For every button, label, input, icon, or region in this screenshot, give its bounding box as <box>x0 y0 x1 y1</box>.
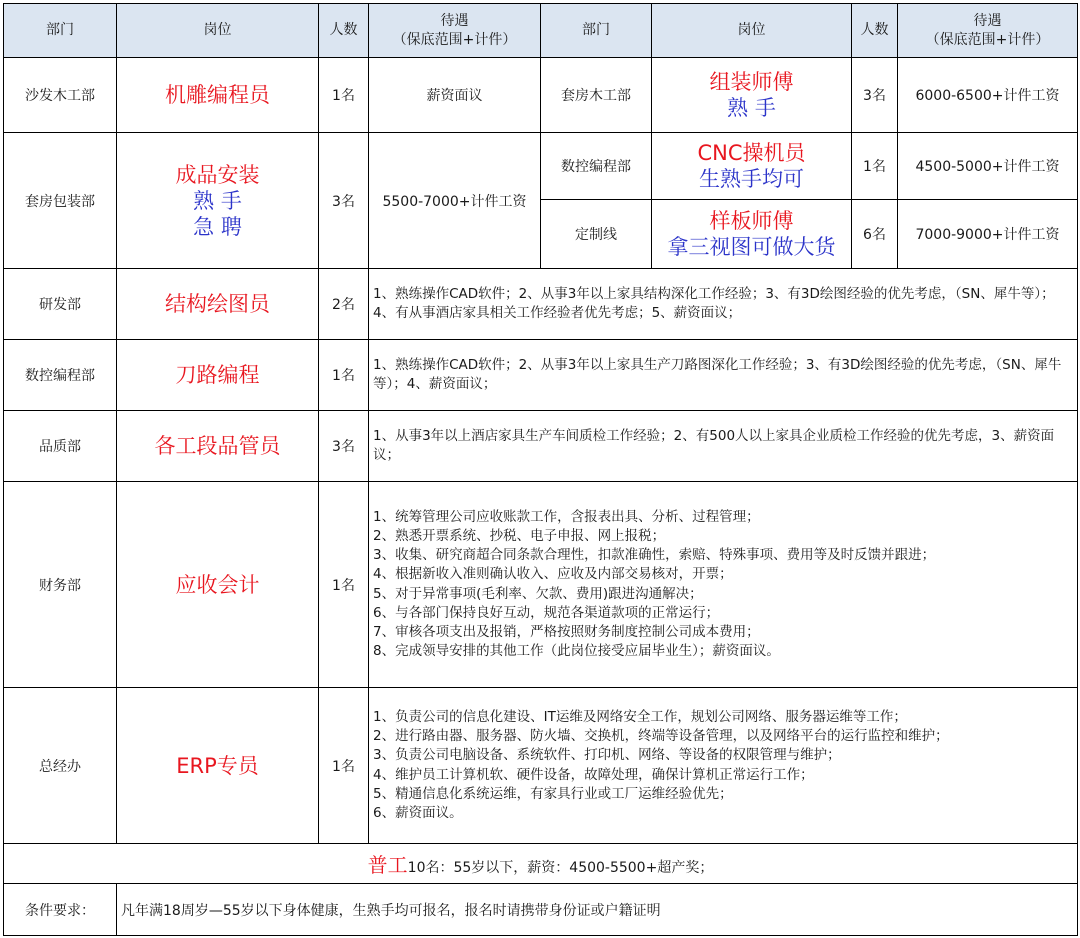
header-dept-2: 部门 <box>541 4 652 58</box>
pay-cell: 6000-6500+计件工资 <box>898 58 1078 133</box>
position-title: CNC操机员 <box>697 141 806 165</box>
requirements-cell <box>369 688 1078 844</box>
position-urgent: 急 聘 <box>193 214 242 239</box>
requirement-item: 3、负责公司电脑设备、系统软件、打印机、网络、等设备的权限管理与维护； <box>373 747 841 764</box>
header-position-2: 岗位 <box>652 4 852 58</box>
position-cell: 应收会计 <box>117 482 319 688</box>
count-cell: 2名 <box>319 269 369 340</box>
requirements-cell: 1、熟练操作CAD软件；2、从事3年以上家具生产刀路图深化工作经验；3、有3D绘图经验的优先考虑，（SN、犀牛等）；4、薪资面议； <box>369 340 1078 411</box>
dept-cell: 数控编程部 <box>541 133 652 200</box>
table-row <box>4 133 1078 200</box>
count-cell: 3名 <box>852 58 898 133</box>
conditions-text: 凡年满18周岁—55岁以下身体健康，生熟手均可报名，报名时请携带身份证或户籍证明 <box>117 884 1078 936</box>
dept-cell: 套房木工部 <box>541 58 652 133</box>
dept-cell: 套房包装部 <box>4 133 117 269</box>
position-title: 样板师傅 <box>709 209 794 233</box>
count-cell: 1名 <box>319 58 369 133</box>
requirement-item: 6、与各部门保持良好互动，规范各渠道款项的正常运行； <box>373 604 720 621</box>
dept-cell: 总经办 <box>4 688 117 844</box>
requirement-item: 6、薪资面议。 <box>373 804 463 821</box>
position-note: 拿三视图可做大货 <box>667 235 836 259</box>
pay-cell: 7000-9000+计件工资 <box>898 200 1078 269</box>
table-row <box>4 58 1078 133</box>
table-row <box>4 482 1078 688</box>
requirement-item: 4、根据新收入准则确认收入、应收及内部交易核对，开票； <box>373 566 733 583</box>
position-note: 熟 手 <box>193 188 242 213</box>
count-cell: 1名 <box>319 482 369 688</box>
header-position: 岗位 <box>117 4 319 58</box>
pay-cell: 4500-5000+计件工资 <box>898 133 1078 200</box>
requirement-item: 7、审核各项支出及报销，严格按照财务制度控制公司成本费用； <box>373 623 760 640</box>
requirement-item: 5、精通信息化系统运维，有家具行业或工厂运维经验优先； <box>373 785 733 802</box>
position-note: 熟 手 <box>727 96 776 120</box>
header-count-2: 人数 <box>852 4 898 58</box>
dept-cell: 品质部 <box>4 411 117 482</box>
position-cell: 结构绘图员 <box>117 269 319 340</box>
count-cell: 1名 <box>319 688 369 844</box>
pay-cell: 薪资面议 <box>369 58 541 133</box>
count-cell: 1名 <box>319 340 369 411</box>
requirement-item: 2、进行路由器、服务器、防火墙、交换机，终端等设备管理，以及网络平台的运行监控和维护； <box>373 728 949 745</box>
requirements-cell: 1、熟练操作CAD软件；2、从事3年以上家具结构深化工作经验；3、有3D绘图经验的优先考虑，（SN、犀牛等）；4、有从事酒店家具相关工作经验者优先考虑；5、薪资面议； <box>369 269 1078 340</box>
count-cell: 6名 <box>852 200 898 269</box>
recruitment-table <box>3 3 1078 936</box>
header-dept: 部门 <box>4 4 117 58</box>
position-title: 组装师傅 <box>709 70 794 94</box>
general-worker-row <box>4 844 1078 884</box>
position-cell: 各工段品管员 <box>117 411 319 482</box>
pay-cell: 5500-7000+计件工资 <box>369 133 541 269</box>
dept-cell: 沙发木工部 <box>4 58 117 133</box>
requirements-cell: 1、从事3年以上酒店家具生产车间质检工作经验；2、有500人以上家具企业质检工作经验的优先考虑，3、薪资面议； <box>369 411 1078 482</box>
position-cell <box>652 133 852 200</box>
table-row <box>4 340 1078 411</box>
table-row <box>4 411 1078 482</box>
position-cell <box>117 133 319 269</box>
requirement-item: 8、完成领导安排的其他工作（此岗位接受应届毕业生）；薪资面议。 <box>373 643 780 660</box>
requirement-item: 5、对于异常事项(毛利率、欠款、费用)跟进沟通解决； <box>373 585 703 602</box>
dept-cell: 数控编程部 <box>4 340 117 411</box>
general-worker-cell <box>4 844 1078 884</box>
dept-cell: 研发部 <box>4 269 117 340</box>
position-note: 生熟手均可 <box>699 167 804 191</box>
requirements-cell <box>369 482 1078 688</box>
header-treatment-title: 待遇 <box>440 12 469 29</box>
requirement-item: 1、统筹管理公司应收账款工作，含报表出具、分析、过程管理； <box>373 508 760 525</box>
table-row <box>4 688 1078 844</box>
dept-cell: 定制线 <box>541 200 652 269</box>
general-worker-title: 普工 <box>367 853 408 877</box>
table-row <box>4 269 1078 340</box>
conditions-label: 条件要求： <box>4 884 117 936</box>
position-cell: 刀路编程 <box>117 340 319 411</box>
requirement-item: 2、熟悉开票系统、抄税、电子申报、网上报税； <box>373 527 666 544</box>
header-treatment-2 <box>898 4 1078 58</box>
count-cell: 3名 <box>319 133 369 269</box>
header-row <box>4 4 1078 58</box>
dept-cell: 财务部 <box>4 482 117 688</box>
header-treatment-title-2: 待遇 <box>973 12 1002 29</box>
conditions-row <box>4 884 1078 936</box>
count-cell: 3名 <box>319 411 369 482</box>
requirement-item: 4、维护员工计算机软、硬件设备，故障处理，确保计算机正常运行工作； <box>373 766 814 783</box>
position-title: 成品安装 <box>175 162 260 187</box>
position-cell <box>652 58 852 133</box>
header-treatment-sub: （保底范围+计件） <box>392 31 517 48</box>
header-treatment <box>369 4 541 58</box>
requirement-item: 1、负责公司的信息化建设、IT运维及网络安全工作，规划公司网络、服务器运维等工作； <box>373 708 907 725</box>
requirement-item: 3、收集、研究商超合同条款合理性，扣款准确性，索赔、特殊事项、费用等及时反馈并跟进； <box>373 547 936 564</box>
position-cell: ERP专员 <box>117 688 319 844</box>
general-worker-text: 10名：55岁以下，薪资：4500-5500+超产奖； <box>407 860 714 876</box>
header-count: 人数 <box>319 4 369 58</box>
header-treatment-sub-2: （保底范围+计件） <box>925 31 1050 48</box>
position-cell: 机雕编程员 <box>117 58 319 133</box>
position-cell <box>652 200 852 269</box>
count-cell: 1名 <box>852 133 898 200</box>
